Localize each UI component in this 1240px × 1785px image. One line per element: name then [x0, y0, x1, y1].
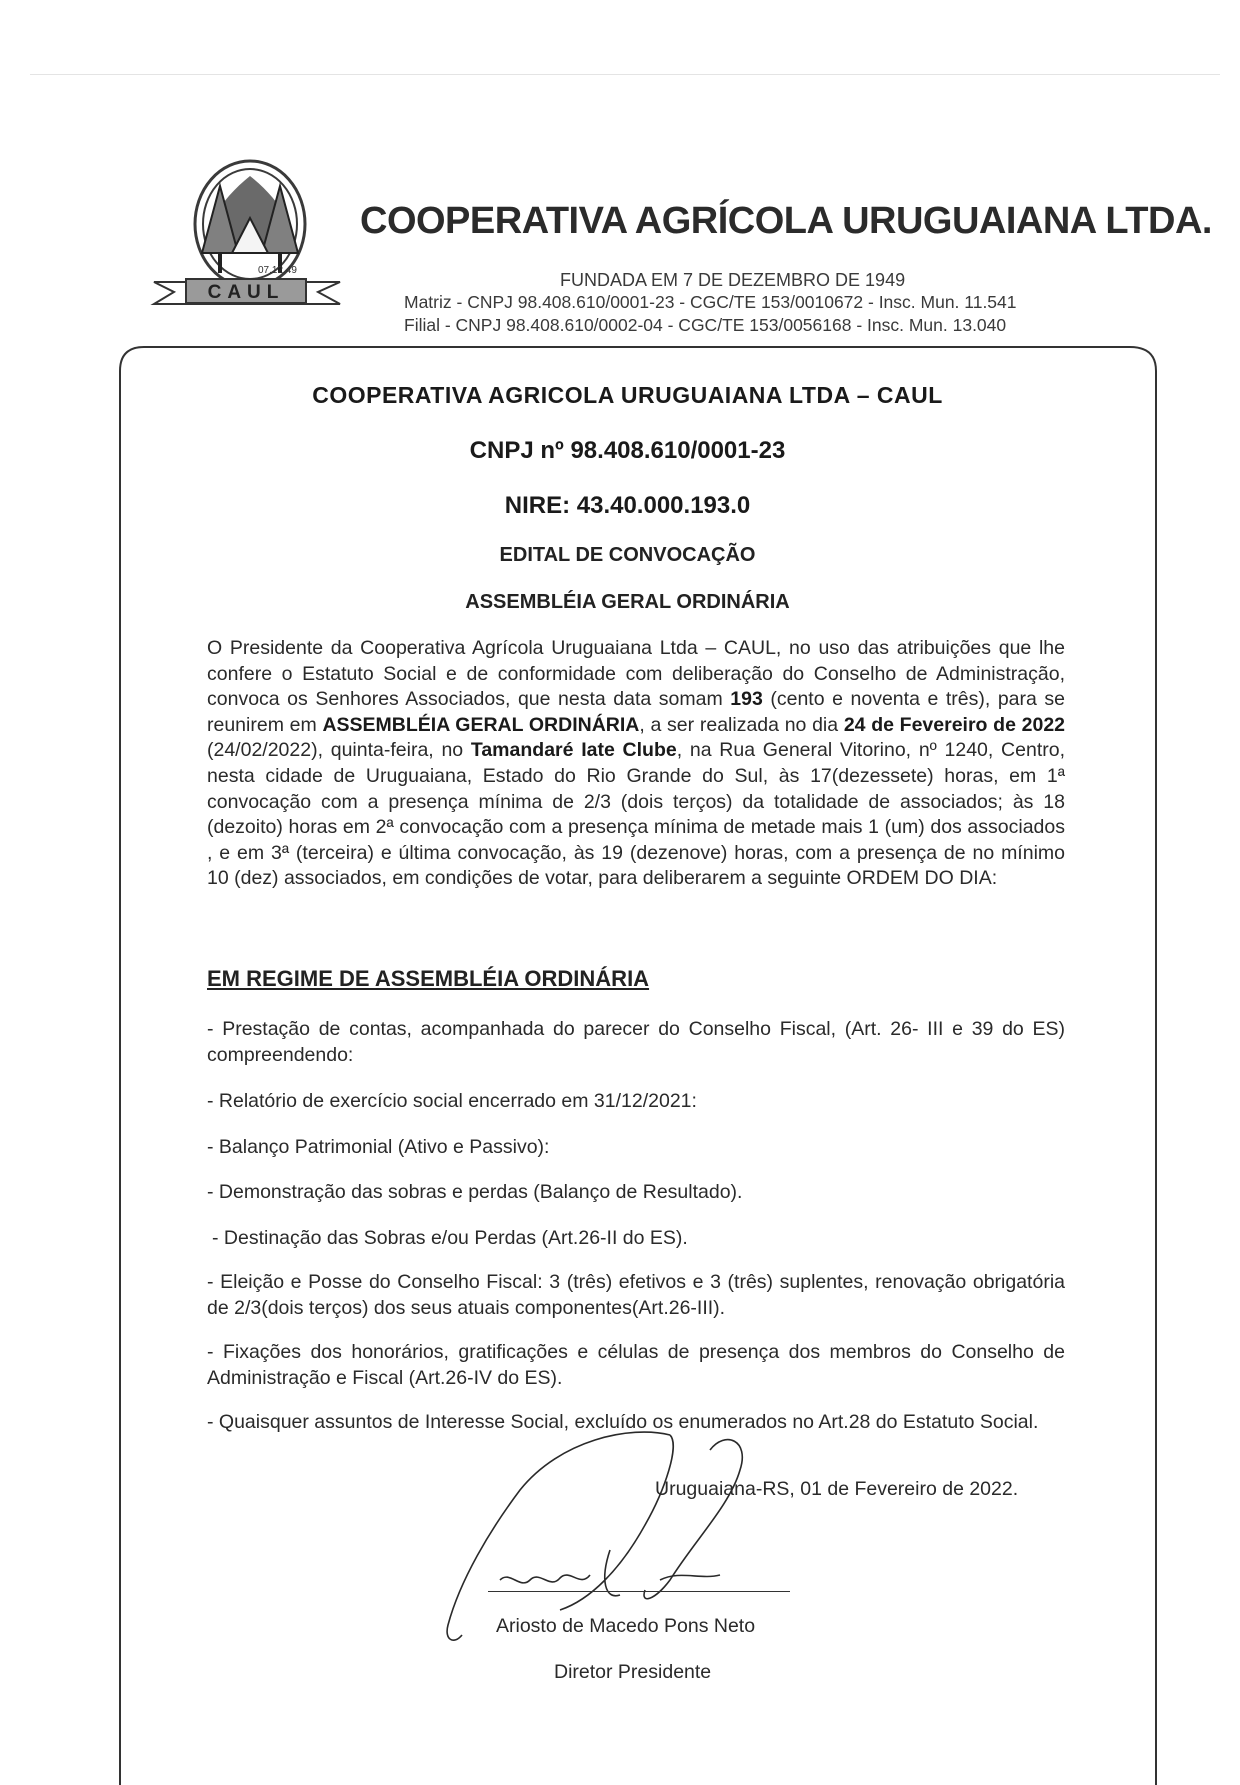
agenda-item: - Prestação de contas, acompanhada do parecer do Conselho Fiscal, (Art. 26- III e 39 do ES) compreendendo:	[207, 1018, 1065, 1066]
agenda-section-title: EM REGIME DE ASSEMBLÉIA ORDINÁRIA	[207, 966, 650, 991]
paragraph-text: (cento e noventa e três), para se reunirem em	[207, 688, 1065, 736]
agenda-item: - Demonstração das sobras e perdas (Balanço de Resultado).	[207, 1181, 743, 1203]
notice-subtitle: ASSEMBLÉIA GERAL ORDINÁRIA	[465, 591, 790, 613]
registration-matriz: Matriz - CNPJ 98.408.610/0001-23 - CGC/TE 153/0010672 - Insc. Mun. 11.541	[404, 292, 1017, 312]
agenda-item: - Eleição e Posse do Conselho Fiscal: 3 (três) efetivos e 3 (três) suplentes, renovação obrigatória de 2/3(dois terços) dos seus atuais componentes(Art.26-III).	[207, 1271, 1065, 1319]
signer-name: Ariosto de Macedo Pons Neto	[496, 1615, 756, 1637]
agenda-item: - Destinação das Sobras e/ou Perdas (Art.26-II do ES).	[212, 1227, 688, 1249]
signer-role: Diretor Presidente	[554, 1661, 712, 1683]
registration-filial: Filial - CNPJ 98.408.610/0002-04 - CGC/TE 153/0056168 - Insc. Mun. 13.040	[404, 315, 1007, 335]
company-title: COOPERATIVA AGRÍCOLA URUGUAIANA LTDA.	[360, 200, 1212, 242]
paragraph-text: , na Rua General Vitorino, nº 1240, Centro, nesta cidade de Uruguaiana, Estado do Rio Grande do Sul, às 17(dezessete) horas, em 1ª convocação com a presença mínima de 2/3 (dois terços) da totalidade de associados; às 18 (dezoito) horas em 2ª convocação com a presença mínima de metade mais 1 (um) dos associados , e em 3ª (terceira) e última convocação, às 19 (dezenove) horas, com a presença de no mínimo 10 (dez) associados, em condições de votar, para deliberarem a seguinte ORDEM DO DIA:	[207, 739, 1066, 890]
nire-heading: NIRE: 43.40.000.193.0	[504, 492, 751, 519]
notice-title: EDITAL DE CONVOCAÇÃO	[499, 544, 756, 566]
paragraph-text: (24/02/2022), quinta-feira, no	[207, 739, 471, 762]
assembly-date: 24 de Fevereiro de 2022	[843, 713, 1066, 736]
caul-logo-icon	[150, 158, 350, 333]
agenda-item: - Relatório de exercício social encerrado em 31/12/2021:	[207, 1090, 697, 1112]
logo-name: CAUL	[207, 282, 285, 303]
logo-date: 07.12.49	[258, 265, 297, 276]
cnpj-heading: CNPJ nº 98.408.610/0001-23	[469, 437, 786, 464]
convocation-paragraph	[207, 636, 1065, 892]
cooperative-heading: COOPERATIVA AGRICOLA URUGUAIANA LTDA – CAUL	[312, 382, 943, 408]
paragraph-text: , a ser realizada no dia	[639, 713, 844, 736]
member-count: 193	[730, 688, 763, 711]
scan-edge	[30, 74, 1220, 75]
founded-date: FUNDADA EM 7 DE DEZEMBRO DE 1949	[560, 270, 906, 290]
signature-line	[488, 1591, 790, 1592]
agenda-item: - Quaisquer assuntos de Interesse Social, excluído os enumerados no Art.28 do Estatuto Social.	[207, 1411, 1039, 1433]
assembly-type: ASSEMBLÉIA GERAL ORDINÁRIA	[322, 713, 640, 736]
place-date: Uruguaiana-RS, 01 de Fevereiro de 2022.	[655, 1478, 1019, 1500]
assembly-venue: Tamandaré Iate Clube	[470, 739, 677, 762]
paragraph-text: O Presidente da Cooperativa Agrícola Uruguaiana Ltda – CAUL, no uso das atribuições que lhe confere o Estatuto Social e de conformidade com deliberação do Conselho de Administração, convoca os Senhores Associados, que nesta data somam	[207, 637, 1065, 711]
agenda-item: - Fixações dos honorários, gratificações e células de presença dos membros do Conselho de Administração e Fiscal (Art.26-IV do ES).	[207, 1341, 1065, 1389]
agenda-item: - Balanço Patrimonial (Ativo e Passivo):	[207, 1136, 550, 1158]
